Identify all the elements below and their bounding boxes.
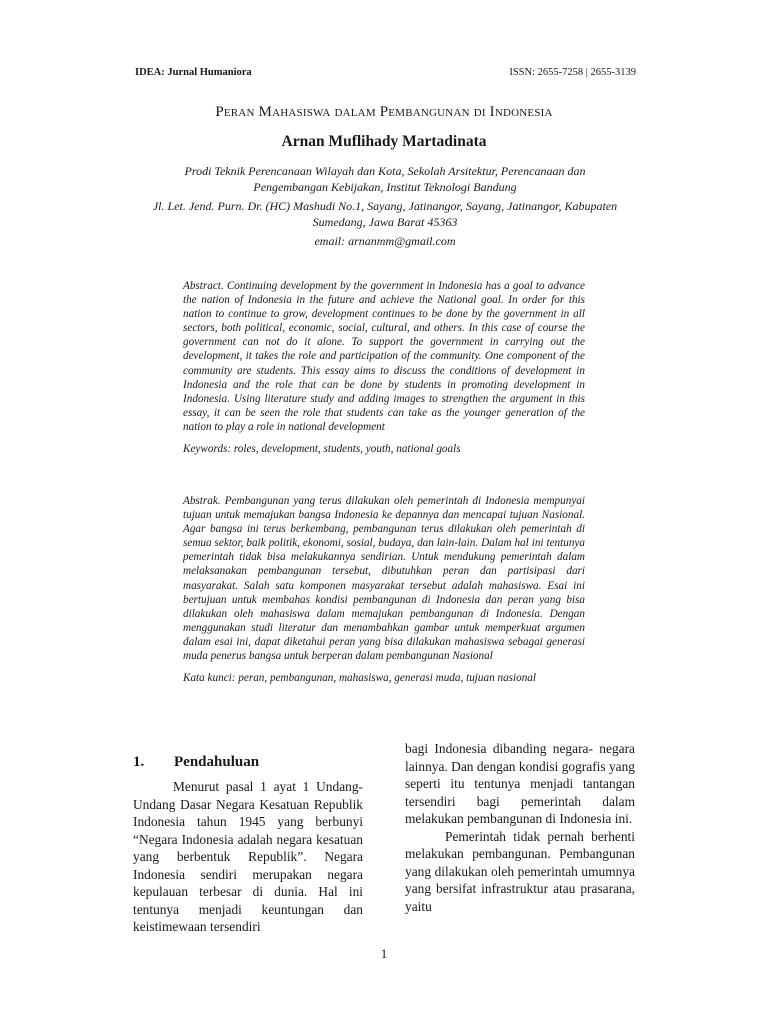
abstract-indonesian-text: Abstrak. Pembangunan yang terus dilakukan oleh pemerintah di Indonesia mempunyai tujuan untuk memajukan bangsa Indonesia ke depannya dan mencapai tujuan Nasional. Agar bangsa ini terus berkembang, pembangunan terus dilakukan oleh pemerintah di semua sektor, baik politik, ekonomi, sosial, budaya, dan lain-lain. Dalam hal ini tentunya pemerintah tidak bisa melakukannya sendirian. Untuk mendukung pemerintah dalam melaksanakan pembangunan tersebut, dibutuhkan peran dan partisipasi dari masyarakat. Salah satu komponen masyarakat tersebut adalah mahasiswa. Esai ini bertujuan untuk membahas kondisi pembangunan di Indonesia dan peran yang bisa dilakukan oleh mahasiswa dalam memajukan pembangunan di Indonesia. Dengan menggunakan studi literatur dan menambahkan gambar untuk memperkuat argumen dalam esai ini, dapat diketahui peran yang bisa dilakukan mahasiswa sebagai generasi muda penerus bangsa untuk berperan dalam pembangunan Nasional bbox=[183, 495, 585, 663]
author-name: Arnan Muflihady Martadinata bbox=[281, 133, 487, 150]
body-paragraph: bagi Indonesia dibanding negara- negara lainnya. Dan dengan kondisi gografis yang seperti itu tentunya menjadi tantangan tersendiri bagi pemerintah dalam melakukan pembangunan di Indonesia ini. bbox=[405, 741, 635, 826]
keywords-english: Keywords: roles, development, students, youth, national goals bbox=[183, 443, 461, 456]
body-paragraph: Menurut pasal 1 ayat 1 Undang-Undang Dasar Negara Kesatuan Republik Indonesia tahun 1945 yang berbunyi “Negara Indonesia adalah negara kesatuan yang berbentuk Republik”. Negara Indonesia sendiri merupakan negara kepulauan terbesar di dunia. Hal ini tentunya menjadi keuntungan dan keistimewaan tersendiri bbox=[133, 779, 363, 934]
section-title: Pendahuluan bbox=[174, 754, 260, 770]
author-email: email: arnanmm@gmail.com bbox=[314, 234, 456, 248]
abstract-english bbox=[183, 279, 585, 456]
page-number: 1 bbox=[380, 946, 388, 961]
affiliation-block bbox=[150, 163, 620, 252]
body-column-left bbox=[133, 778, 363, 936]
abstract-indonesian bbox=[183, 494, 585, 685]
issn: ISSN: 2655-7258 | 2655-3139 bbox=[509, 67, 636, 78]
keywords-indonesian: Kata kunci: peran, pembangunan, mahasiswa, generasi muda, tujuan nasional bbox=[183, 672, 537, 685]
body-column-right bbox=[405, 740, 635, 915]
affiliation-address: Jl. Let. Jend. Purn. Dr. (HC) Mashudi No.1, Sayang, Jatinangor, Sayang, Jatinangor, Kabupaten Sumedang, Jawa Barat 45363 bbox=[152, 199, 618, 229]
section-number: 1. bbox=[133, 754, 145, 770]
paper-title: Peran Mahasiswa dalam Pembangunan di Indonesia bbox=[215, 104, 553, 120]
section-heading bbox=[133, 754, 259, 771]
body-paragraph: Pemerintah tidak pernah berhenti melakukan pembangunan. Pembangunan yang dilakukan oleh pemerintah umumnya yang bersifat infrastruktur atau prasarana, yaitu bbox=[405, 828, 635, 914]
journal-name: IDEA: Jurnal Humaniora bbox=[135, 67, 252, 78]
abstract-english-text: Abstract. Continuing development by the government in Indonesia has a goal to advance the nation of Indonesia in the future and achieve the National goal. In order for this nation to continue to grow, development continues to be done by the government in all sectors, both political, economic, social, cultural, and others. In this case of course the government can not do it alone. To support the government in carrying out the development, it takes the role and participation of the community. One component of the community are students. This essay aims to discuss the conditions of development in Indonesia and the role that can be done by students in promoting development in Indonesia. Using literature study and adding images to strengthen the argument in this essay, it can be seen the role that students can take as the younger generation of the nation to play a role in national development bbox=[183, 280, 585, 433]
affiliation-institution: Prodi Teknik Perencanaan Wilayah dan Kota, Sekolah Arsitektur, Perencanaan dan Pengembangan Kebijakan, Institut Teknologi Bandung bbox=[184, 164, 586, 194]
